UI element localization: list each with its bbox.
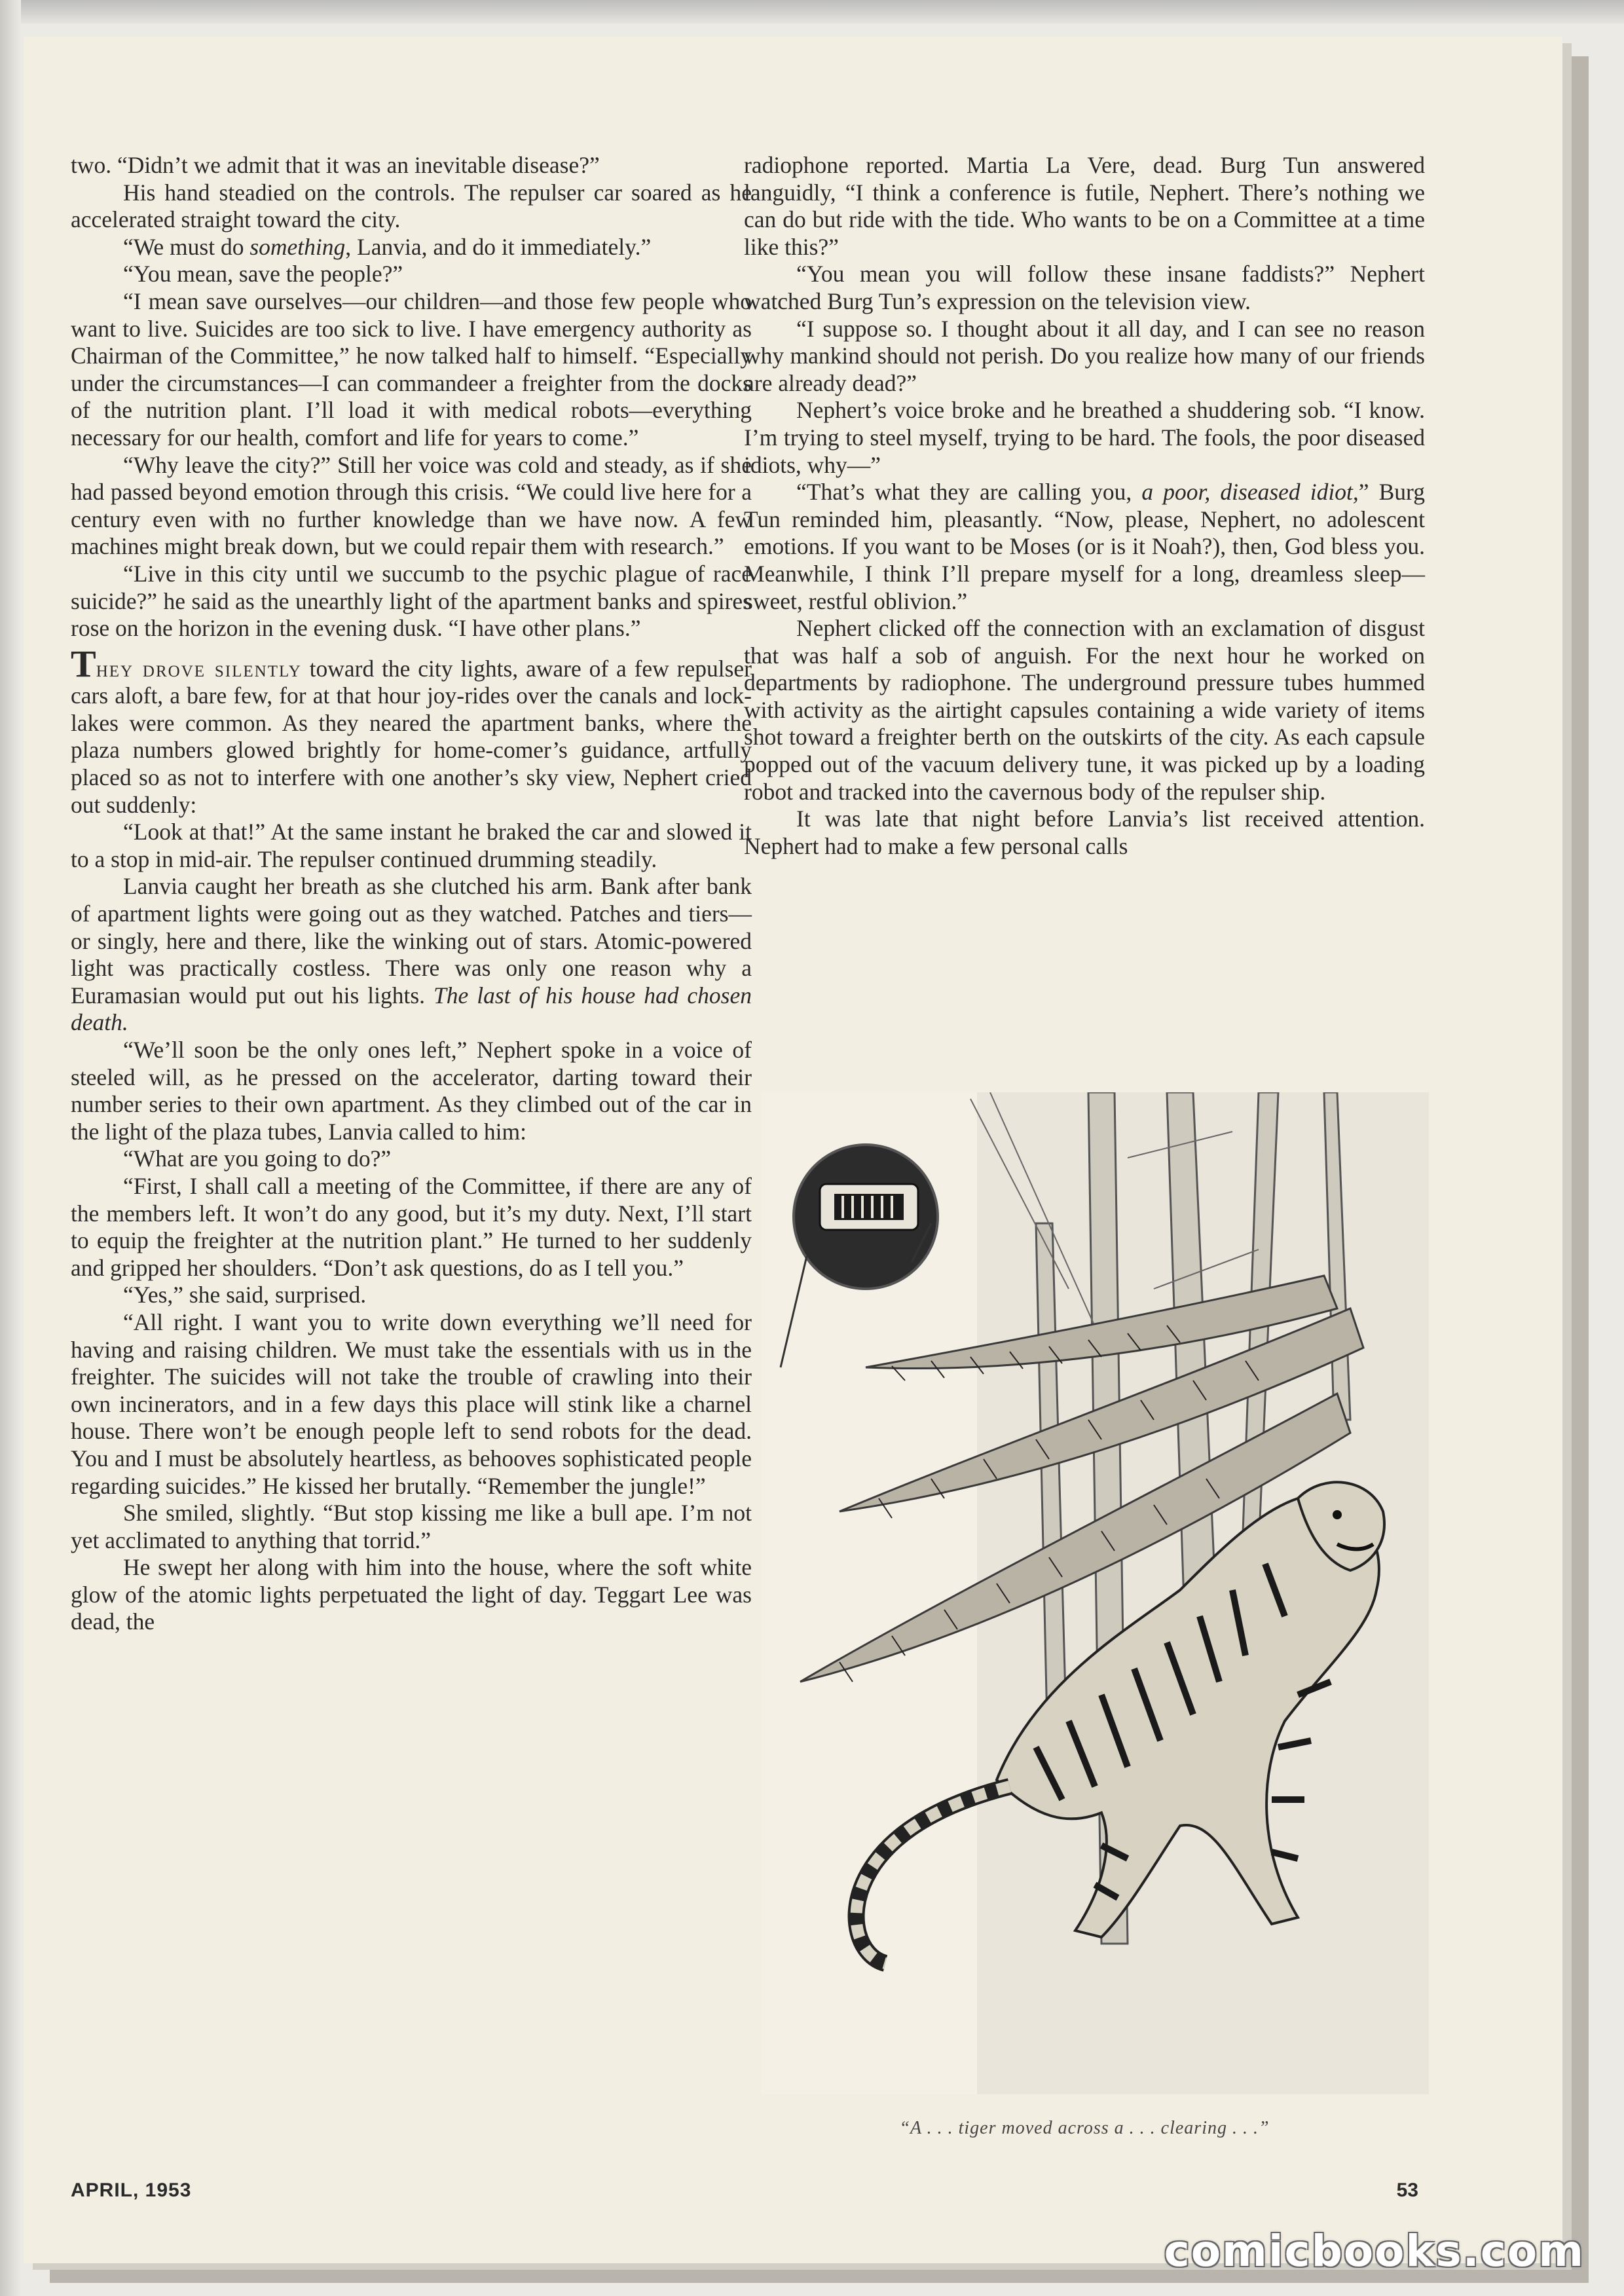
paragraph: “I suppose so. I thought about it all day, and I can see no reason why mankind should not perish. Do you realize how many of our friends are already dead?” bbox=[744, 315, 1425, 396]
paragraph: It was late that night before Lanvia’s list received attention. Nephert had to make a few personal calls bbox=[744, 805, 1425, 859]
text-column-left bbox=[71, 152, 752, 1636]
paragraph bbox=[71, 873, 752, 1037]
emphasis: The last of his house had chosen death. bbox=[71, 982, 752, 1036]
section-start-paragraph bbox=[71, 642, 752, 819]
paragraph: “Live in this city until we succumb to the psychic plague of race suicide?” he said as the unearthly light of the apartment banks and spires rose on the horizon in the evening dusk. “I have other plans.” bbox=[71, 560, 752, 642]
paragraph: “Why leave the city?” Still her voice was cold and steady, as if she had passed beyond emotion through this crisis. “We could live here for a century even with no further knowledge than we have now. A few machines might break down, but we could repair them with research.” bbox=[71, 451, 752, 560]
small-caps-lead: hey drove silently bbox=[96, 655, 302, 682]
tiger-illustration bbox=[761, 1092, 1429, 2094]
text-span: , Lanvia, and do it immediately.” bbox=[345, 233, 652, 260]
scan-left-shadow bbox=[0, 0, 21, 2296]
tiger-illustration-art bbox=[761, 1092, 1429, 2094]
paragraph: two. “Didn’t we admit that it was an inevitable disease?” bbox=[71, 152, 600, 178]
paragraph: “We’ll soon be the only ones left,” Nephert spoke in a voice of steeled will, as he pressed on the accelerator, darting toward their number series to their own apartment. As they climbed out of the car in the light of the plaza tubes, Lanvia called to him: bbox=[71, 1037, 752, 1145]
paragraph bbox=[71, 234, 752, 261]
paragraph: radiophone reported. Martia La Vere, dead. Burg Tun answered languidly, “I think a conference is futile, Nephert. There’s nothing we can do but ride with the tide. Who wants to be on a Committee at a time like this?” bbox=[744, 152, 1425, 260]
text-column-right bbox=[744, 152, 1425, 860]
illustration-caption: “A . . . tiger moved across a . . . clearing . . .” bbox=[899, 2118, 1270, 2138]
paragraph: Nephert clicked off the connection with an exclamation of disgust that was half a sob of anguish. For the next hour he worked on departments by radiophone. The underground pressure tubes hummed with activity as the airtight capsules containing a wide variety of items shot toward a freighter berth on the outskirts of the city. As each capsule popped out of the vacuum delivery tune, it was picked up by a loading robot and tracked into the cavernous body of the repulser ship. bbox=[744, 615, 1425, 805]
paragraph: “All right. I want you to write down everything we’ll need for having and raising children. We must take the essentials with us in the freighter. The suicides will not take the trouble of crawling into their own incinerators, and in a few days this place will stink like a charnel house. There won’t be enough people left to send robots for the dead. You and I must be absolutely heartless, as behooves sophisticated people regarding suicides.” He kissed her brutally. “Remember the jungle!” bbox=[71, 1308, 752, 1499]
site-watermark: comicbooks.com bbox=[1164, 2226, 1585, 2276]
paragraph: Nephert’s voice broke and he breathed a shuddering sob. “I know. I’m trying to steel myself, trying to be hard. The fools, the poor diseased idiots, why—” bbox=[744, 397, 1425, 478]
paragraph: “I mean save ourselves—our children—and those few people who want to live. Suicides are too sick to live. I have emergency authority as Chairman of the Committee,” he now talked half to himself. “Especially under the circumstances—I can commandeer a freighter from the docks of the nutrition plant. I’ll load it with medical robots—everything necessary for our health, comfort and life for years to come.” bbox=[71, 287, 752, 451]
paragraph bbox=[744, 479, 1425, 615]
emphasis: a poor, diseased idiot, bbox=[1141, 479, 1359, 506]
paragraph: “You mean you will follow these insane faddists?” Nephert watched Burg Tun’s expression on the television view. bbox=[744, 261, 1425, 314]
paragraph: She smiled, slightly. “But stop kissing me like a bull ape. I’m not yet acclimated to anything that torrid.” bbox=[71, 1500, 752, 1553]
magazine-page bbox=[24, 37, 1562, 2263]
paragraph: “Yes,” she said, surprised. bbox=[123, 1282, 367, 1308]
drop-cap: T bbox=[71, 642, 96, 685]
text-span: ” Burg Tun reminded him, pleasantly. “Now, please, Nephert, no adolescent emotions. If you want to be Moses (or is it Noah?), then, God bless you. Meanwhile, I think I’ll prepare myself for a long, dreamless sleep—sweet, restful oblivion.” bbox=[744, 479, 1425, 614]
paragraph: “You mean, save the people?” bbox=[123, 261, 403, 287]
emphasis: something bbox=[249, 233, 346, 260]
paragraph: “First, I shall call a meeting of the Committee, if there are any of the members left. It won’t do any good, but it’s my duty. Next, I’ll start to equip the freighter at the nutrition plant.” He turned to her suddenly and gripped her shoulders. “Don’t ask questions, do as I tell you.” bbox=[71, 1172, 752, 1281]
page-number: 53 bbox=[1396, 2179, 1418, 2201]
text-span: toward the city lights, aware of a few repulser cars aloft, a bare few, for at that hour joy-rides over the canals and lock-lakes were common. As they neared the apartment banks, where the plaza numbers glowed brightly for home-comer’s guidance, artfully placed so as not to interfere with one another’s sky view, Nephert cried out suddenly: bbox=[71, 655, 752, 818]
paragraph: “Look at that!” At the same instant he braked the car and slowed it to a stop in mid-air. The repulser continued drumming steadily. bbox=[71, 819, 752, 872]
text-span: Lanvia caught her breath as she clutched his arm. Bank after bank of apartment lights were going out as they watched. Patches and tiers—or singly, here and there, like the winking out of stars. Atomic-powered light was practically costless. There was only one reason why a Euramasian would put out his lights. bbox=[71, 873, 752, 1009]
paragraph: He swept her along with him into the house, where the soft white glow of the atomic lights perpetuated the light of day. Teggart Lee was dead, the bbox=[71, 1554, 752, 1635]
paragraph: “What are you going to do?” bbox=[123, 1145, 392, 1172]
scan-top-shadow bbox=[0, 0, 1624, 24]
paragraph: His hand steadied on the controls. The repulser car soared as he accelerated straight toward the city. bbox=[71, 179, 752, 233]
text-span: “That’s what they are calling you, bbox=[796, 479, 1142, 506]
text-span: “We must do bbox=[123, 233, 250, 260]
issue-date: APRIL, 1953 bbox=[71, 2179, 192, 2201]
